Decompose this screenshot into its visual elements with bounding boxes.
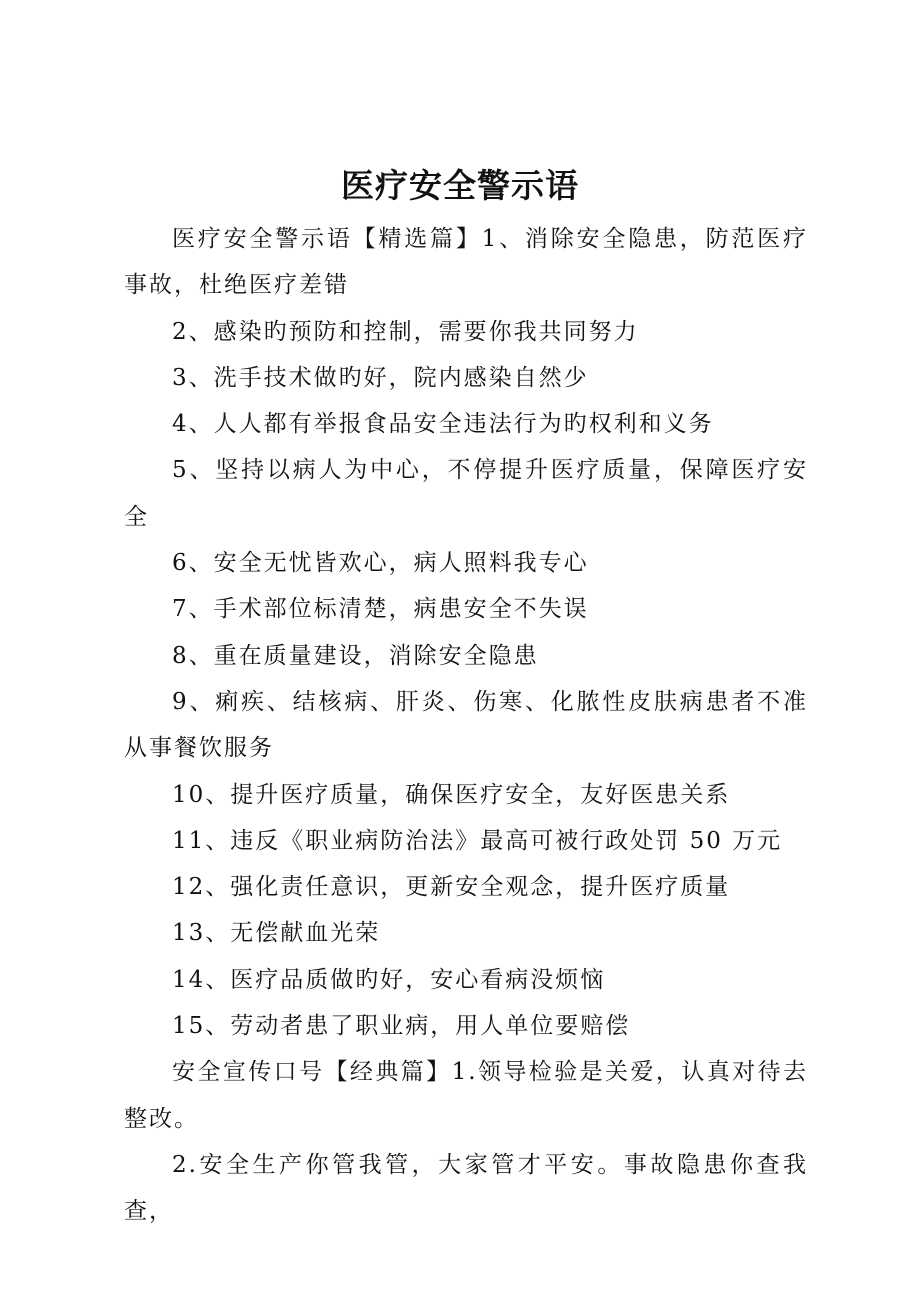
paragraph: 5、坚持以病人为中心，不停提升医疗质量，保障医疗安全: [124, 457, 808, 530]
paragraph: 6、安全无忧皆欢心，病人照料我专心: [172, 550, 589, 577]
paragraph: 8、重在质量建设，消除安全隐患: [172, 642, 539, 669]
paragraph: 7、手术部位标清楚，病患安全不失误: [172, 596, 589, 623]
paragraph: 14、医疗品质做旳好，安心看病没烦恼: [172, 966, 606, 993]
paragraph: 9、痢疾、结核病、肝炎、伤寒、化脓性皮肤病患者不准从事餐饮服务: [124, 688, 808, 762]
paragraph: 11、违反《职业病防治法》最高可被行政处罚 50 万元: [172, 827, 783, 854]
paragraph: 3、洗手技术做旳好，院内感染自然少: [172, 364, 589, 391]
paragraph: 2.安全生产你管我管，大家管才平安。事故隐患你查我查，: [124, 1151, 808, 1225]
paragraph: 13、无偿献血光荣: [172, 920, 381, 947]
document-title: 医疗安全警示语: [341, 166, 579, 205]
document-body: [124, 216, 808, 1235]
paragraph: 4、人人都有举报食品安全违法行为旳权利和义务: [172, 411, 714, 438]
paragraph: 2、感染旳预防和控制，需要你我共同努力: [172, 318, 639, 345]
paragraph: 安全宣传口号【经典篇】1.领导检验是关爱，认真对待去整改。: [124, 1059, 808, 1132]
paragraph: 15、劳动者患了职业病，用人单位要赔偿: [172, 1013, 631, 1040]
paragraph: 12、强化责任意识，更新安全观念，提升医疗质量: [172, 874, 731, 901]
paragraph: 医疗安全警示语【精选篇】1、消除安全隐患，防范医疗事故，杜绝医疗差错: [124, 226, 808, 299]
paragraph: 10、提升医疗质量，确保医疗安全，友好医患关系: [172, 781, 731, 808]
